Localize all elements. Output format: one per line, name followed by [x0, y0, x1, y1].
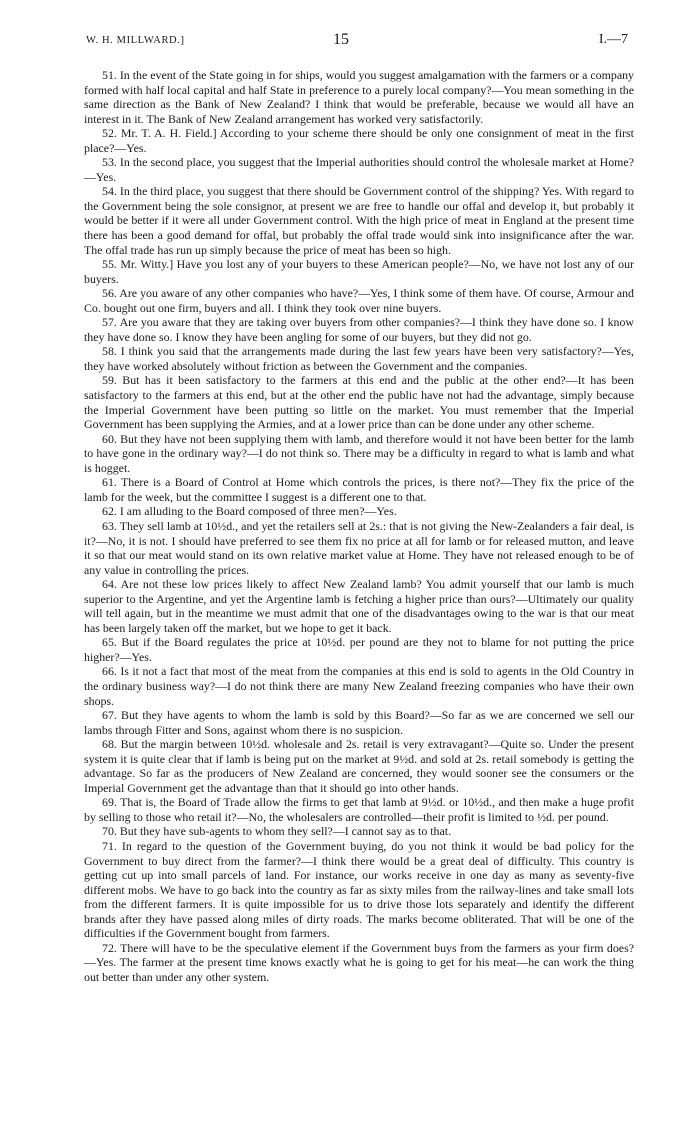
question-62: 62. I am alluding to the Board composed of three men?—Yes. [102, 504, 397, 519]
question-67: 67. But they have agents to whom the lamb is sold by this Board?—So far as we are concerned we sell our lambs through Fitter and Sons, against whom there is no suspicion. [84, 708, 634, 737]
question-65: 65. But if the Board regulates the price at 10½d. per pound are they not to blame for not putting the price higher?—Yes. [84, 635, 634, 664]
question-51: 51. In the event of the State going in for ships, would you suggest amalgamation with the farmers or a company formed with half local capital and half State in preference to a purely local company?—You mean something in the same direction as the Bank of New Zealand? I think that would be preferable, because we would all have an interest in it. The Bank of New Zealand arrangement has worked very satisfactorily. [84, 68, 634, 126]
question-56: 56. Are you aware of any other companies who have?—Yes, I think some of them have. Of course, Armour and Co. bought out one firm, buyers and all. I think they took over nine buyers. [84, 286, 634, 315]
question-57: 57. Are you aware that they are taking over buyers from other companies?—I think they have done so. I know they have done so. I know they have been angling for some of our buyers, but they did not go. [84, 315, 634, 344]
header-witness-name: W. H. MILLWARD.] [86, 35, 185, 46]
page-number: 15 [333, 31, 349, 48]
question-70: 70. But they have sub-agents to whom they sell?—I cannot say as to that. [102, 824, 452, 839]
question-60: 60. But they have not been supplying them with lamb, and therefore would it not have been better for the lamb to have gone in the ordinary way?—I do not think so. There may be a difficulty in regard to what is lamb and what is hogget. [84, 431, 634, 475]
question-61: 61. There is a Board of Control at Home which controls the prices, is there not?—They fix the price of the lamb for the week, but the committee I suggest is a different one to that. [84, 475, 634, 504]
question-64: 64. Are not these low prices likely to affect New Zealand lamb? You admit yourself that our lamb is much superior to the Argentine, and yet the Argentine lamb is fetching a higher price than ours?—Ultimately our quality will tell again, but in the meantime we must admit that one of the disadvantages owing to the war is that our meat has been largely taken off the market, but we hope to get it back. [84, 577, 634, 635]
question-58: 58. I think you said that the arrangements made during the last few years have been very satisfactory?—Yes, they have worked absolutely without friction as between the Government and the companies. [84, 344, 634, 373]
question-68: 68. But the margin between 10½d. wholesale and 2s. retail is very extravagant?—Quite so. Under the present system it is quite clear that if lamb is being put on the market at 9½d. and sold at 2s. retail somebody is getting the advantage. So far as the producers of New Zealand are concerned, they would sooner see the consumers or the Imperial Government get the advantage than that it should go into other hands. [84, 737, 634, 795]
question-53: 53. In the second place, you suggest that the Imperial authorities should control the wholesale market at Home?—Yes. [84, 155, 634, 184]
question-63: 63. They sell lamb at 10½d., and yet the retailers sell at 2s.: that is not giving the New-Zealanders a fair deal, is it?—No, it is not. I should have preferred to see them fix no price at all for lamb or for released mutton, and leave it so that our meat would stand on its own relative market value at Home. They have not released enough to be of any value in controlling the prices. [84, 518, 634, 577]
question-66: 66. Is it not a fact that most of the meat from the companies at this end is sold to agents in the Old Country in the ordinary business way?—I do not think there are many New Zealand freezing companies who have their own shops. [84, 664, 634, 708]
question-72: 72. There will have to be the speculative element if the Government buys from the farmers as your firm does?—Yes. The farmer at the present time knows exactly what he is going to get for his meat—he can work the thing out better than under any other system. [84, 940, 634, 984]
question-71: 71. In regard to the question of the Government buying, do you not think it would be bad policy for the Government to buy direct from the farmer?—I think there would be a great deal of difficulty. This country is getting cut up into small parcels of land. For instance, our works receive in one day as many as seventy-five different mobs. We have to go back into the country as far as sixty miles from the railway-lines and take small lots from the different farmers. It is quite impossible for us to drive those lots separately and identify the different brands after they have passed along miles of dirty roads. The marks become obliterated. That will be one of the difficulties if the Government bought from farmers. [84, 838, 634, 941]
question-54: 54. In the third place, you suggest that there should be Government control of the shipping? Yes. With regard to the Government being the sole consignor, at present we are free to handle our offal and develop it, but probably it would be better if it were all under Government control. With the high price of meat in England at the present time there has been a good demand for offal, but probably the offal trade would sink into insignificance after the war. The offal trade has run up simply because the price of meat has been so high. [84, 184, 634, 257]
question-59: 59. But has it been satisfactory to the farmers at this end and the public at the other end?—It has been satisfactory to the farmers at this end, but at the other end the public have not had the advantage, simply because the Imperial Government have been putting so little on the market. You must remember that the Imperial Government has been supplying the Armies, and at a lower price than can be done under any other scheme. [84, 373, 634, 432]
question-52: 52. Mr. T. A. H. Field.] According to your scheme there should be only one consignment of meat in the first place?—Yes. [84, 126, 634, 155]
question-55: 55. Mr. Witty.] Have you lost any of your buyers to these American people?—No, we have not lost any of our buyers. [84, 257, 634, 286]
question-69: 69. That is, the Board of Trade allow the firms to get that lamb at 9½d. or 10½d., and then make a huge profit by selling to those who retail it?—No, the wholesalers are controlled—their profit is limited to ½d. per pound. [84, 795, 634, 824]
document-body [84, 68, 634, 984]
header-document-ref: I.—7 [598, 32, 628, 47]
